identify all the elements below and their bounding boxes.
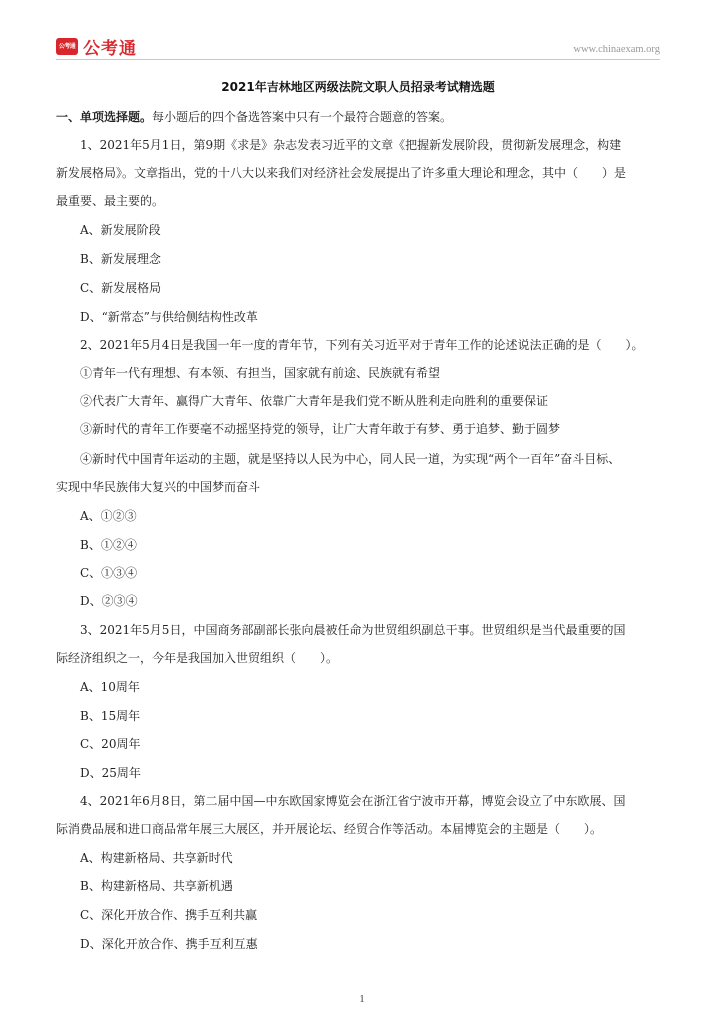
question-3-option-d: D、25周年: [80, 766, 141, 780]
page-number: 1: [359, 994, 365, 1005]
question-4-option-c: C、深化开放合作、携手互利共赢: [80, 908, 258, 922]
site-url[interactable]: www.chinaexam.org: [573, 44, 660, 55]
question-4-option-d: D、深化开放合作、携手互利互惠: [80, 937, 258, 951]
question-3-option-a: A、10周年: [80, 680, 140, 694]
question-1-option-b: B、新发展理念: [80, 252, 161, 266]
question-2-statement-4-cont: 实现中华民族伟大复兴的中国梦而奋斗: [56, 480, 261, 494]
logo-badge-icon: 公考通: [56, 38, 78, 55]
question-2-option-c: C、①③④: [80, 566, 138, 580]
question-2-option-d: D、②③④: [80, 594, 138, 608]
question-1-stem-line-2: 新发展格局》。文章指出，党的十八大以来我们对经济社会发展提出了许多重大理论和理念，其中（ ）是: [56, 166, 627, 180]
question-2-statement-3: ③新时代的青年工作要毫不动摇坚持党的领导，让广大青年敢于有梦、勇于追梦、勤于圆梦: [80, 422, 561, 436]
section-heading: 一、单项选择题。: [56, 110, 153, 124]
question-2-option-a: A、①②③: [80, 509, 137, 523]
section-heading-line: [56, 109, 668, 125]
question-4-stem-line-1: 4、2021年6月8日，第二届中国—中东欧国家博览会在浙江省宁波市开幕，博览会设立了中东欧展、国: [80, 794, 626, 808]
question-1-option-a: A、新发展阶段: [80, 223, 161, 237]
question-3-option-c: C、20周年: [80, 737, 141, 751]
question-2-stem-line-1: 2、2021年5月4日是我国一年一度的青年节，下列有关习近平对于青年工作的论述说法正确的是（ ）。: [80, 338, 644, 352]
page-header: [56, 30, 660, 60]
question-4-option-b: B、构建新格局、共享新机遇: [80, 879, 233, 893]
question-4-option-a: A、构建新格局、共享新时代: [80, 851, 233, 865]
logo-text: 公考通: [83, 39, 137, 59]
logo[interactable]: [56, 34, 137, 59]
question-2-statement-1: ①青年一代有理想、有本领、有担当，国家就有前途、民族就有希望: [80, 366, 441, 380]
question-2-option-b: B、①②④: [80, 538, 137, 552]
question-1-stem-line-1: 1、2021年5月1日，第9期《求是》杂志发表习近平的文章《把握新发展阶段，贯彻新发展理念，构建: [80, 138, 622, 152]
section-description: 每小题后的四个备选答案中只有一个最符合题意的答案。: [152, 110, 453, 124]
question-2-statement-2: ②代表广大青年、赢得广大青年、依靠广大青年是我们党不断从胜利走向胜利的重要保证: [80, 394, 549, 408]
question-1-stem-line-3: 最重要、最主要的。: [56, 194, 165, 208]
question-3-stem-line-1: 3、2021年5月5日，中国商务部副部长张向晨被任命为世贸组织副总干事。世贸组织是当代最重要的国: [80, 623, 626, 637]
question-3-option-b: B、15周年: [80, 709, 141, 723]
question-1-option-c: C、新发展格局: [80, 281, 162, 295]
question-2-statement-4: ④新时代中国青年运动的主题，就是坚持以人民为中心，同人民一道，为实现“两个一百年”奋斗目标、: [80, 452, 621, 466]
question-1-option-d: D、“新常态”与供给侧结构性改革: [80, 310, 258, 324]
question-3-stem-line-2: 际经济组织之一，今年是我国加入世贸组织（ ）。: [56, 651, 339, 665]
header-divider: [56, 59, 660, 60]
document-title: 2021年吉林地区两级法院文职人员招录考试精选题: [221, 80, 495, 94]
question-4-stem-line-2: 际消费品展和进口商品常年展三大展区，并开展论坛、经贸合作等活动。本届博览会的主题是（ ）。: [56, 822, 603, 836]
